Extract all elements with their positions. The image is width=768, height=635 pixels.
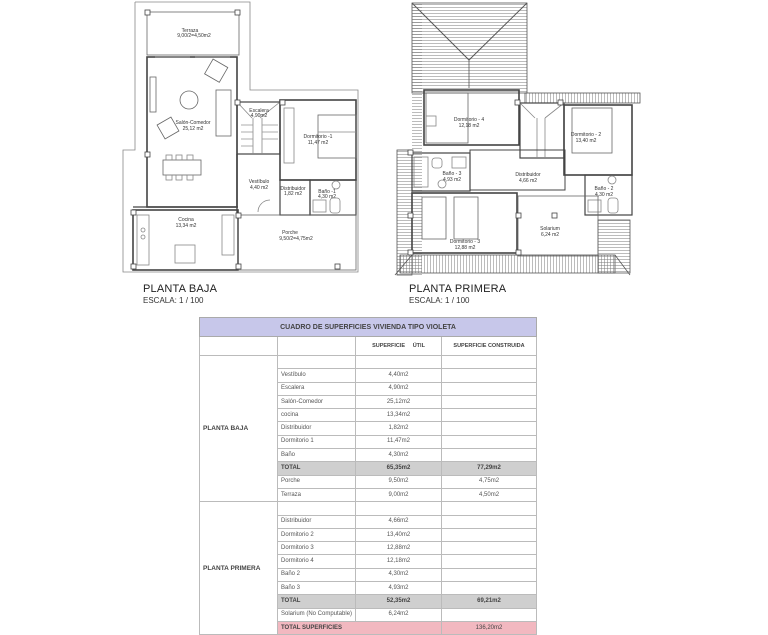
util-value: 4,30m2: [356, 449, 442, 462]
grand-total-label: TOTAL SUPERFICIES: [278, 621, 442, 634]
construida-value: [442, 608, 537, 621]
svg-text:Dormitorio - 2: Dormitorio - 2: [570, 132, 602, 138]
util-value: 4,30m2: [356, 568, 442, 581]
util-value: 1,82m2: [356, 422, 442, 435]
construida-value: [442, 568, 537, 581]
svg-text:11,47 m2: 11,47 m2: [307, 140, 329, 146]
util-value: 9,00m2: [356, 488, 442, 501]
svg-text:Baño -1: Baño -1: [318, 189, 336, 195]
header-superficie-construida: SUPERFICIE CONSTRUIDA: [442, 337, 537, 356]
construida-value: [442, 409, 537, 422]
header-superficie-util: SUPERFICIE ÚTIL: [356, 337, 442, 356]
construida-value: [442, 515, 537, 528]
svg-text:12,88 m2: 12,88 m2: [454, 245, 476, 251]
svg-text:4,90m2: 4,90m2: [250, 113, 268, 119]
room-name: Dormitorio 4: [278, 555, 356, 568]
room-name: Baño 2: [278, 568, 356, 581]
util-value: 12,88m2: [356, 542, 442, 555]
plan-scale-planta-baja: ESCALA: 1 / 100: [143, 296, 204, 305]
plan-scale-planta-primera: ESCALA: 1 / 100: [409, 296, 470, 305]
svg-text:Terraza: Terraza: [181, 28, 199, 34]
svg-text:Porche: Porche: [282, 230, 298, 236]
construida-value: [442, 528, 537, 541]
svg-text:13,34 m2: 13,34 m2: [175, 223, 197, 229]
room-name: Salón-Comedor: [278, 395, 356, 408]
room-name: Distribuidor: [278, 515, 356, 528]
util-value: 4,66m2: [356, 515, 442, 528]
room-name: Solarium (No Computable): [278, 608, 356, 621]
svg-text:4,66 m2: 4,66 m2: [518, 178, 538, 184]
room-name: Dormitorio 2: [278, 528, 356, 541]
grand-total-util: 136,20m2: [442, 621, 537, 634]
table-header-row: [200, 337, 537, 356]
construida-value: [442, 582, 537, 595]
room-name: Porche: [278, 475, 356, 488]
floor-plans: [0, 0, 768, 310]
svg-text:Cocina: Cocina: [178, 217, 194, 223]
svg-text:4,93 m2: 4,93 m2: [442, 177, 462, 183]
header-room: [278, 337, 356, 356]
construida-value: [442, 435, 537, 448]
room-name: Baño 3: [278, 582, 356, 595]
table-title: CUADRO DE SUPERFICIES VIVIENDA TIPO VIOLETA: [200, 318, 537, 337]
surface-table: [199, 317, 537, 635]
construida-value: [442, 395, 537, 408]
total-construida: 69,21m2: [442, 595, 537, 608]
construida-value: [442, 369, 537, 382]
svg-text:4,30 m2: 4,30 m2: [317, 194, 337, 200]
table-title-row: [200, 318, 537, 337]
room-name: Escalera: [278, 382, 356, 395]
room-name: cocina: [278, 409, 356, 422]
svg-text:Solarium: Solarium: [540, 226, 560, 232]
room-name: Dormitorio 3: [278, 542, 356, 555]
util-value: 4,93m2: [356, 582, 442, 595]
util-value: 4,40m2: [356, 369, 442, 382]
construida-value: [442, 449, 537, 462]
util-value: 11,47m2: [356, 435, 442, 448]
construida-value: [442, 382, 537, 395]
construida-value: 4,50m2: [442, 488, 537, 501]
util-value: 12,18m2: [356, 555, 442, 568]
svg-text:25,12 m2: 25,12 m2: [182, 126, 204, 132]
room-name: Distribuidor: [278, 422, 356, 435]
header-group: [200, 337, 278, 356]
table-row: [200, 502, 537, 515]
svg-text:13,40 m2: 13,40 m2: [575, 138, 597, 144]
svg-text:Baño - 2: Baño - 2: [594, 186, 614, 192]
construida-value: [442, 542, 537, 555]
svg-text:9,00/2=4,50m2: 9,00/2=4,50m2: [177, 33, 211, 39]
util-value: 4,90m2: [356, 382, 442, 395]
plan-planta-primera: [395, 3, 640, 275]
util-value: 9,50m2: [356, 475, 442, 488]
svg-text:6,24 m2: 6,24 m2: [540, 232, 560, 238]
svg-text:Escalera: Escalera: [249, 108, 269, 114]
room-name: Baño: [278, 449, 356, 462]
total-util: 65,35m2: [356, 462, 442, 475]
util-value: 13,34m2: [356, 409, 442, 422]
construida-value: [442, 422, 537, 435]
svg-text:12,18 m2: 12,18 m2: [458, 123, 480, 129]
util-value: 13,40m2: [356, 528, 442, 541]
total-label: TOTAL: [278, 462, 356, 475]
room-name: Vestíbulo: [278, 369, 356, 382]
svg-text:Dormitorio -1: Dormitorio -1: [303, 134, 333, 140]
svg-text:Distribuidor: Distribuidor: [515, 172, 541, 178]
svg-text:1,82 m2: 1,82 m2: [283, 191, 303, 197]
table-row: [200, 356, 537, 369]
svg-text:4,40 m2: 4,40 m2: [249, 185, 269, 191]
room-name: Terraza: [278, 488, 356, 501]
total-construida: 77,29m2: [442, 462, 537, 475]
plan-title-planta-baja: PLANTA BAJA: [143, 283, 218, 295]
svg-text:9,50/2=4,75m2: 9,50/2=4,75m2: [279, 236, 313, 242]
total-label: TOTAL: [278, 595, 356, 608]
svg-text:Salón-Comedor: Salón-Comedor: [175, 120, 211, 126]
construida-value: 4,75m2: [442, 475, 537, 488]
util-value: 25,12m2: [356, 395, 442, 408]
svg-text:Distribuidor: Distribuidor: [280, 186, 306, 192]
util-value: 6,24m2: [356, 608, 442, 621]
plan-title-planta-primera: PLANTA PRIMERA: [409, 283, 507, 295]
svg-text:Baño - 3: Baño - 3: [442, 171, 462, 177]
svg-text:Dormitorio - 3: Dormitorio - 3: [449, 239, 481, 245]
svg-text:Vestíbulo: Vestíbulo: [248, 179, 270, 185]
total-util: 52,35m2: [356, 595, 442, 608]
group-label-planta-baja: PLANTA BAJA: [200, 356, 278, 502]
svg-text:Dormitorio - 4: Dormitorio - 4: [453, 117, 485, 123]
svg-text:4,30 m2: 4,30 m2: [594, 192, 614, 198]
group-label-planta-primera: PLANTA PRIMERA: [200, 502, 278, 635]
room-name: Dormitorio 1: [278, 435, 356, 448]
construida-value: [442, 555, 537, 568]
